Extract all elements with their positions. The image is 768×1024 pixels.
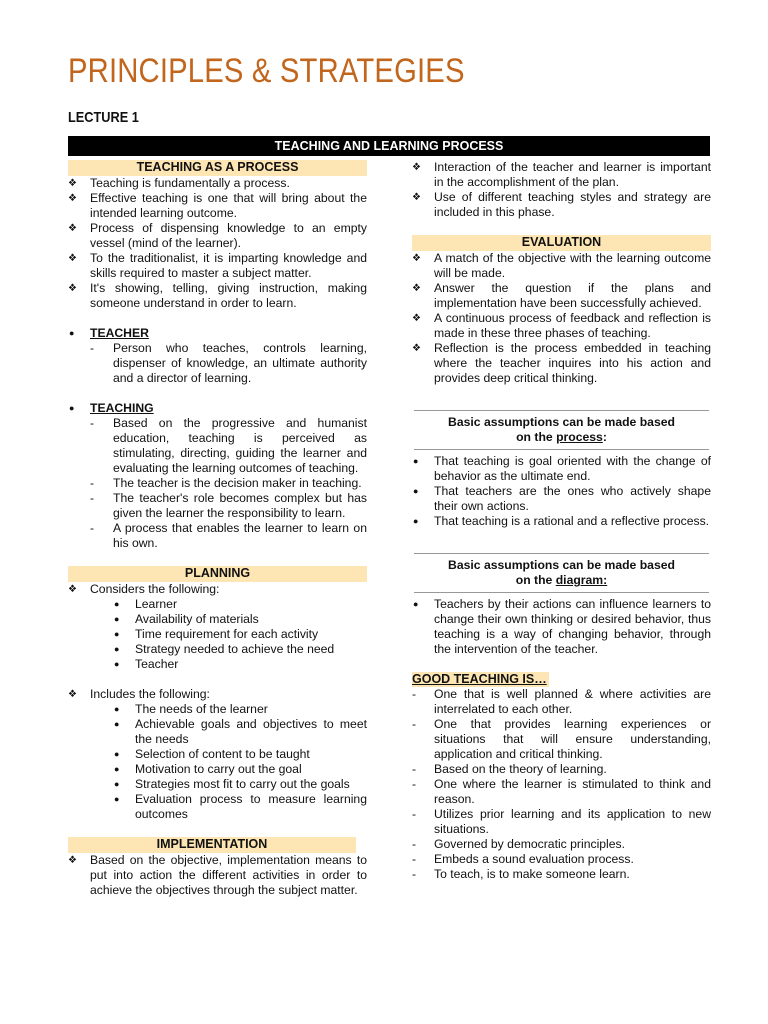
teaching-process-list	[68, 176, 367, 311]
list-item: - The teacher is the decision maker in teaching.	[68, 476, 367, 491]
assumptions-keyword: process	[556, 430, 603, 444]
list-item: - Based on the theory of learning.	[412, 762, 711, 777]
planning-considers	[68, 582, 367, 597]
assumptions-line: Basic assumptions can be made based	[448, 558, 675, 572]
implementation-heading: IMPLEMENTATION	[68, 837, 356, 853]
list-item: - Embeds a sound evaluation process.	[412, 852, 711, 867]
list-item: ● Learner	[68, 597, 367, 612]
lecture-label: LECTURE 1	[68, 109, 139, 126]
assumptions-diagram-heading	[412, 554, 711, 592]
right-column	[412, 160, 711, 882]
evaluation-heading: EVALUATION	[412, 235, 711, 251]
list-item: - Person who teaches, controls learning, dispenser of knowledge, an ultimate authority and a director of learning.	[68, 341, 367, 386]
teaching-list	[68, 416, 367, 551]
list-item: ❖ It's showing, telling, giving instruction, making someone understand in order to learn.	[68, 281, 367, 311]
assumptions-process-list	[412, 454, 711, 529]
teaching-section	[68, 401, 367, 416]
evaluation-list	[412, 251, 711, 386]
good-teaching-heading: GOOD TEACHING IS…	[412, 672, 547, 686]
assumptions-text: :	[602, 430, 607, 444]
list-item: - Utilizes prior learning and its application to new situations.	[412, 807, 711, 837]
list-item: ● That teaching is goal oriented with the change of behavior as the ultimate end.	[412, 454, 711, 484]
teaching-process-heading: TEACHING AS A PROCESS	[68, 160, 367, 176]
list-item: ❖ To the traditionalist, it is imparting knowledge and skills required to master a subject matter.	[68, 251, 367, 281]
planning-includes	[68, 687, 367, 702]
list-item: - The teacher's role becomes complex but has given the learner the responsibility to learn.	[68, 491, 367, 521]
assumptions-process-heading	[412, 411, 711, 449]
teaching-label: TEACHING	[90, 401, 154, 415]
list-item: ❖ Effective teaching is one that will bring about the intended learning outcome.	[68, 191, 367, 221]
list-item: ● Selection of content to be taught	[68, 747, 367, 762]
list-item: - Based on the progressive and humanist education, teaching is perceived as stimulating, directing, guiding the learner and evaluating the learning outcomes of teaching.	[68, 416, 367, 476]
list-item: ● Strategies most fit to carry out the goals	[68, 777, 367, 792]
list-item: ● Teacher	[68, 657, 367, 672]
list-item: ● Availability of materials	[68, 612, 367, 627]
assumptions-diagram-list	[412, 597, 711, 657]
list-item: ❖ Process of dispensing knowledge to an empty vessel (mind of the learner).	[68, 221, 367, 251]
list-item: - A process that enables the learner to learn on his own.	[68, 521, 367, 551]
list-item: ❖ A continuous process of feedback and reflection is made in these three phases of teaching.	[412, 311, 711, 341]
assumptions-line: Basic assumptions can be made based	[448, 415, 675, 429]
list-item: ❖ Interaction of the teacher and learner is important in the accomplishment of the plan.	[412, 160, 711, 190]
list-item: ● That teachers are the ones who actively shape their own actions.	[412, 484, 711, 514]
list-item: ● Achievable goals and objectives to meet the needs	[68, 717, 367, 747]
assumptions-text: on the	[516, 430, 557, 444]
implementation-list-a	[68, 853, 367, 898]
list-item: ❖ A match of the objective with the learning outcome will be made.	[412, 251, 711, 281]
list-item: ❖ Reflection is the process embedded in teaching where the teacher inquires into his action and provides deep critical thinking.	[412, 341, 711, 386]
page-title: PRINCIPLES & STRATEGIES	[68, 52, 465, 90]
list-item: ● Evaluation process to measure learning outcomes	[68, 792, 367, 822]
list-item: ❖ Includes the following:	[68, 687, 367, 702]
assumptions-line	[412, 430, 711, 445]
list-item: ❖ Based on the objective, implementation means to put into action the different activities in order to achieve the objectives through the subject matter.	[68, 853, 367, 898]
list-item: ❖ Use of different teaching styles and strategy are included in this phase.	[412, 190, 711, 220]
assumptions-text: on the	[515, 573, 556, 587]
teacher-list	[68, 341, 367, 386]
planning-considers-list	[68, 597, 367, 672]
section-banner: TEACHING AND LEARNING PROCESS	[68, 136, 710, 156]
list-item: - Governed by democratic principles.	[412, 837, 711, 852]
planning-includes-list	[68, 702, 367, 822]
list-item: ● The needs of the learner	[68, 702, 367, 717]
list-item: ● Motivation to carry out the goal	[68, 762, 367, 777]
teacher-section	[68, 326, 367, 341]
list-item: ● Time requirement for each activity	[68, 627, 367, 642]
list-item: ● Teachers by their actions can influence learners to change their own thinking or desired behavior, thus teaching is a way of changing behavior, through the intervention of the teacher.	[412, 597, 711, 657]
teacher-label: TEACHER	[90, 326, 149, 340]
list-item: ❖ Teaching is fundamentally a process.	[68, 176, 367, 191]
list-item: - To teach, is to make someone learn.	[412, 867, 711, 882]
implementation-list-b	[412, 160, 711, 220]
left-column	[68, 160, 367, 898]
list-item: - One where the learner is stimulated to think and reason.	[412, 777, 711, 807]
good-teaching-list	[412, 687, 711, 882]
list-item: ❖ Considers the following:	[68, 582, 367, 597]
assumptions-keyword: diagram:	[555, 573, 608, 587]
list-item: ● That teaching is a rational and a reflective process.	[412, 514, 711, 529]
list-item: - One that provides learning experiences or situations that will ensure understanding, application and critical thinking.	[412, 717, 711, 762]
list-item: ● Strategy needed to achieve the need	[68, 642, 367, 657]
assumptions-line	[412, 573, 711, 588]
planning-heading: PLANNING	[68, 566, 367, 582]
list-item: - One that is well planned & where activities are interrelated to each other.	[412, 687, 711, 717]
list-item: ❖ Answer the question if the plans and implementation have been successfully achieved.	[412, 281, 711, 311]
